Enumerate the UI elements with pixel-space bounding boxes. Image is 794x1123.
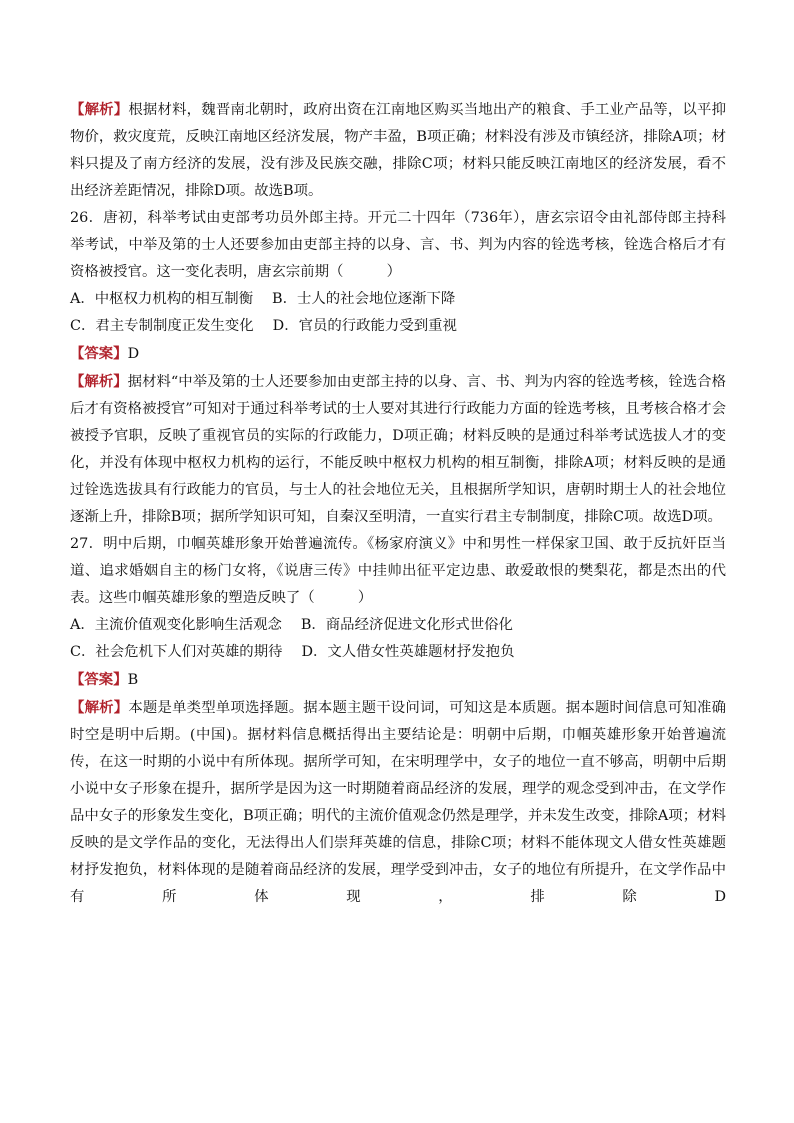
analysis-paragraph-27 bbox=[70, 694, 726, 911]
answer-tag: 【答案】 bbox=[70, 345, 128, 362]
analysis-tag: 【解析】 bbox=[70, 699, 129, 716]
analysis-tag: 【解析】 bbox=[70, 373, 128, 390]
analysis-text: 根据材料，魏晋南北朝时，政府出资在江南地区购买当地出产的粮食、手工业产品等，以平抑物价，救灾度荒，反映江南地区经济发展，物产丰盈，B项正确；材料没有涉及市镇经济，排除A项；材料只提及了南方经济的发展，没有涉及民族交融，排除C项；材料只能反映江南地区的经济发展，看不出经济差距情况，排除D项。故选B项。 bbox=[70, 102, 726, 199]
analysis-paragraph-25 bbox=[70, 96, 726, 205]
question-26-options-cd: C．君主专制制度正发生变化 D．官员的行政能力受到重视 bbox=[70, 318, 457, 334]
analysis-paragraph-26 bbox=[70, 368, 726, 531]
document-page bbox=[70, 96, 726, 911]
answer-value: B bbox=[127, 672, 139, 688]
question-27-options-cd: C．社会危机下人们对英雄的期待 D．文人借女性英雄题材抒发抱负 bbox=[70, 644, 515, 660]
question-27-options-ab: A．主流价值观变化影响生活观念 B．商品经济促进文化形式世俗化 bbox=[70, 617, 513, 633]
analysis-text: 据材料“中举及第的士人还要参加由吏部主持的以身、言、书、判为内容的铨选考核，铨选合格后才有资格被授官”可知对于通过科举考试的士人要对其进行行政能力方面的铨选考核，且考核合格才会被授予官职，反映了重视官员的实际的行政能力，D项正确；材料反映的是通过科举考试选拔人才的变化，并没有体现中枢权力机构的运行，不能反映中枢权力机构的相互制衡，排除A项；材料反映的是通过铨选选拔具有行政能力的官员，与士人的社会地位无关，且根据所学知识，唐朝时期士人的社会地位逐渐上升，排除B项；据所学知识可知，自秦汉至明清，一直实行君主专制制度，排除C项。故选D项。 bbox=[70, 374, 726, 525]
answer-26 bbox=[70, 340, 726, 368]
analysis-text: 本题是单类型单项选择题。据本题主题干设问词，可知这是本质题。据本题时间信息可知准确时空是明中后期。(中国)。据材料信息概括得出主要结论是：明朝中后期，巾帼英雄形象开始普遍流传，在这一时期的小说中有所体现。据所学可知，在宋明理学中，女子的地位一直不够高，明朝中后期小说中女子形象在提升，据所学是因为这一时期随着商品经济的发展，理学的观念受到冲击，在文学作品中女子的形象发生变化，B项正确；明代的主流价值观念仍然是理学，并未发生改变，排除A项；材料反映的是文学作品的变化，无法得出人们崇拜英雄的信息，排除C项；材料不能体现文人借女性英雄题材抒发抱负，材料体现的是随着商品经济的发展，理学受到冲击，女子的地位有所提升，在文学作品中有所体现，排除D bbox=[70, 700, 726, 905]
answer-27 bbox=[70, 666, 726, 694]
answer-value: D bbox=[127, 346, 140, 362]
analysis-tag: 【解析】 bbox=[70, 101, 129, 118]
question-27-stem: 27．明中后期，巾帼英雄形象开始普遍流传。《杨家府演义》中和男性一样保家卫国、敢于反抗奸臣当道、追求婚姻自主的杨门女将，《说唐三传》中挂帅出征平定边患、敢爱敢恨的樊梨花，都是杰出的代表。这些巾帼英雄形象的塑造反映了（ ） bbox=[70, 536, 726, 606]
question-26-options-ab: A．中枢权力机构的相互制衡 B．士人的社会地位逐渐下降 bbox=[70, 291, 456, 307]
question-26-stem: 26．唐初，科举考试由吏部考功员外郎主持。开元二十四年（736年），唐玄宗诏令由礼部侍郎主持科举考试，中举及第的士人还要参加由吏部主持的以身、言、书、判为内容的铨选考核，铨选合格后才有资格被授官。这一变化表明，唐玄宗前期（ ） bbox=[70, 210, 726, 280]
answer-tag: 【答案】 bbox=[70, 671, 128, 688]
